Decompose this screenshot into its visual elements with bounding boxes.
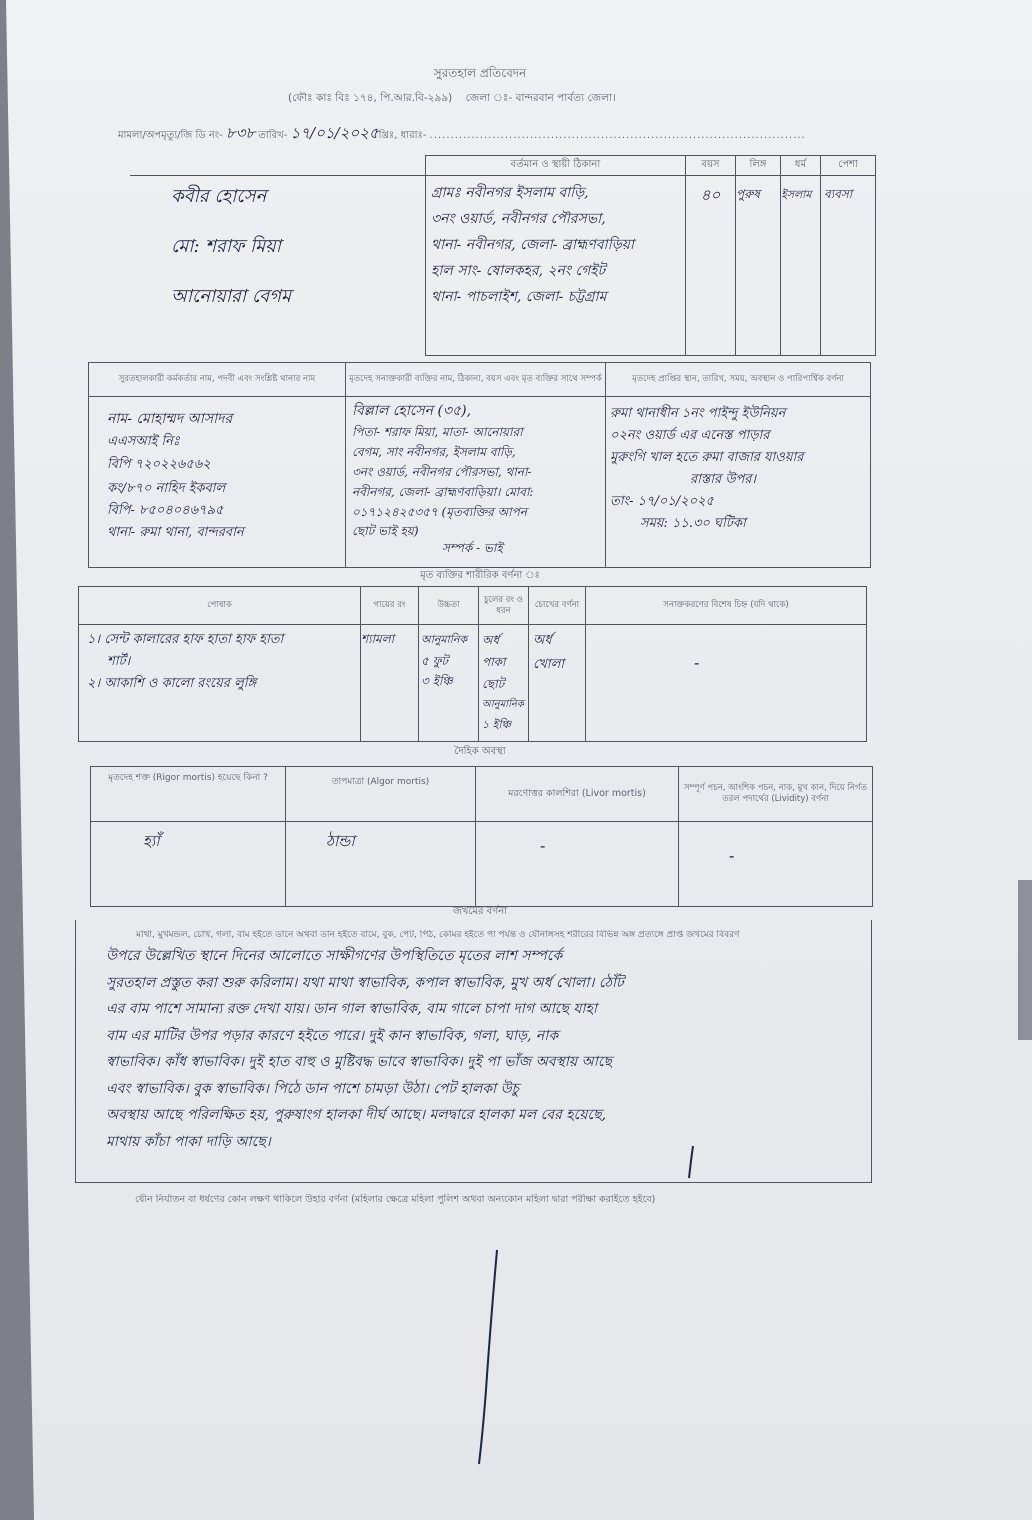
dress-line: ১। সেন্ট কালারের হাফ হাতা হাফ হাতা <box>87 632 284 647</box>
address-line: ৩নং ওয়ার্ড, নবীনগর পৌরসভা, <box>431 211 606 227</box>
age-header: বয়স <box>686 156 736 176</box>
dress-header: পোষাক <box>79 587 361 625</box>
officer-line: বিপি ৭২০২২৬৫৬২ <box>107 457 211 472</box>
address-header: বর্তমান ও স্থায়ী ঠিকানা <box>426 156 686 176</box>
officer-line: এএসআই নিঃ <box>107 434 180 449</box>
officer-line: নাম- মোহাম্মদ আসাদর <box>107 411 233 427</box>
algor-value: ঠান্ডা <box>326 832 355 850</box>
officer-line: বিপি- ৮৫০৪০৪৬৭৯৫ <box>107 503 224 518</box>
hair-line: আনুমানিক <box>482 699 524 710</box>
hair-line: পাকা <box>482 655 506 669</box>
eyes-header: চোখের বর্ণনা <box>529 587 586 625</box>
complexion-value: শ্যামলা <box>361 632 395 646</box>
algor-header: তাপমাত্রা (Algor mortis) <box>286 767 476 822</box>
occupation-header: পেশা <box>821 156 876 176</box>
complexion-header: গায়ের রং <box>361 587 419 625</box>
religion-value: ইসলাম <box>781 188 812 201</box>
identifier-header: মৃতদেহ সনাক্তকারী ব্যক্তির নাম, ঠিকানা, বয়স এবং মৃত ব্যক্তির সাথে সম্পর্ক <box>346 363 606 397</box>
address-line: থানা- নবীনগর, জেলা- ব্রাহ্মণবাড়িয়া <box>431 237 634 253</box>
found-date: তাং- ১৭/০১/২০২৫ <box>610 494 714 509</box>
lividity-header: সম্পূর্ণ পচন, আংশিক পচন, নাক, মুখ কান, দিয়ে নির্গত তরল পদার্থের (Lividity) বর্ণনা <box>679 767 873 822</box>
injury-line: এবং স্বাভাবিক। বুক স্বাভাবিক। পিঠে ডান পাশে চামড়া উঠা। পেট হালকা উচু <box>106 1080 520 1097</box>
eyes-line: অর্ধ <box>533 633 552 648</box>
case-line: মামলা/অপমৃত্যু/জি ডি নং- ৮৩৮ তারিখ- ১৭/০১/২০২৫খ্রিঃ, ধারাঃ- .......................................................................................... <box>118 124 806 142</box>
found-time: সময়: ১১.৩০ ঘটিকা <box>640 516 746 531</box>
injury-instruction: মাথা, মুখমন্ডল, চোখ, গলা, বাম হইতে ডানে অথবা ডান হইতে বামে, বুক, পেট, পিঠ, কোমর হইতে পা পর্যন্ত ও যৌনাঙ্গসহ শরীরের বিভিন্ন অঙ্গ প্রত্যঙ্গে প্রাপ্ত জখমের বিবরণ <box>136 930 740 940</box>
injury-line: বাম এর মাটির উপর পড়ার কারণে হইতে পারে। দুই কান স্বাভাবিক, গলা, ঘাড়, নাক <box>106 1027 559 1044</box>
location-line: মুরুংগি খাল হতে রুমা বাজার যাওয়ার <box>610 450 804 465</box>
rigor-value: হ্যাঁ <box>143 832 160 850</box>
document-title: সুরতহাল প্রতিবেদন <box>433 66 527 80</box>
officer-header: সুরতহালকারী কর্মকর্তার নাম, পদবী এবং সংশ্লিষ্ট থানার নাম <box>89 363 346 397</box>
rigor-header: মৃতদেহ শক্ত (Rigor mortis) হয়েছে কিনা ? <box>91 767 286 822</box>
injury-section-label: জখমের বর্ণনা <box>452 906 508 917</box>
sex-header: লিঙ্গ <box>736 156 781 176</box>
identifier-line: নবীনগর, জেলা- ব্রাহ্মণবাড়িয়া। মোবা: <box>352 485 534 499</box>
physical-section-label: মৃত ব্যক্তির শারীরিক বর্ণনা ঃ <box>420 570 540 581</box>
officer-line: থানা- রুমা থানা, বান্দরবান <box>107 525 244 540</box>
marks-header: সনাক্তকরণের বিশেষ চিহ্ন (যদি থাকে) <box>586 587 867 625</box>
eyes-line: খোলা <box>533 657 565 672</box>
case-date: ১৭/০১/২০২৫ <box>290 124 379 142</box>
hair-header: চুলের রং ও ধরন <box>479 587 529 625</box>
injury-line: অবস্থায় আছে পরিলক্ষিত হয়, পুরুষাংগ হালকা দীর্ঘ আছে। মলদ্বারে হালকা মল বের হয়েছে, <box>106 1107 607 1124</box>
pen-strike-line <box>479 1250 497 1464</box>
location-line: ০২নং ওয়ার্ড এর এনেস্ত পাড়ার <box>610 428 770 443</box>
reference-code: (ফৌঃ কাঃ বিঃ ১৭৪, পি.আর.বি-২৯৯) <box>288 92 453 104</box>
marks-value: - <box>694 653 700 672</box>
injury-line: সুরতহাল প্রস্তুত করা শুরু করিলাম। যথা মাথা স্বাভাবিক, কপাল স্বাভাবিক, মুখ অর্ধ খোলা। ঠোঁট <box>106 974 624 991</box>
livor-header: মরণোত্তর কালশিরা (Livor mortis) <box>476 767 679 822</box>
officer-line: কং/৮৭০ নাহিদ ইকবাল <box>107 481 226 496</box>
height-header: উচ্চতা <box>419 587 479 625</box>
dress-line: শার্ট। <box>107 654 131 669</box>
case-label: মামলা/অপমৃত্যু/জি ডি নং- <box>118 130 223 141</box>
identifier-line: পিতা- শরাফ মিয়া, মাতা- আনোয়ারা <box>352 425 523 439</box>
identifier-line: বিল্লাল হোসেন (৩৫), <box>352 403 472 419</box>
condition-section-label: দৈহিক অবস্থা <box>454 746 506 757</box>
address-line: হাল সাং- ষোলকহর, ২নং গেইট <box>431 263 606 279</box>
deceased-name: কবীর হোসেন <box>171 186 267 207</box>
district-label: জেলা ঃ- বান্দরবান পার্বত্য জেলা। <box>465 92 616 104</box>
height-line: আনুমানিক <box>421 633 468 646</box>
identifier-line: ছোট ভাই হয়) <box>352 524 419 538</box>
injury-line: মাথায় কাঁচা পাকা দাড়ি আছে। <box>106 1133 271 1150</box>
address-line: থানা- পাচলাইশ, জেলা- চট্টগ্রাম <box>431 289 607 305</box>
date-label: তারিখ- <box>258 130 288 141</box>
pen-tick-mark <box>689 1146 693 1178</box>
location-line: রুমা থানাধীন ১নং পাইন্দু ইউনিয়ন <box>610 406 786 421</box>
hair-line: অর্ধ <box>482 633 500 647</box>
hair-line: ১ ইঞ্চি <box>482 718 512 731</box>
age-value: ৪০ <box>700 186 721 204</box>
injury-line: স্বাভাবিক। কাঁধ স্বাভাবিক। দুই হাত বাহু ও মুষ্টিবদ্ধ ভাবে স্বাভাবিক। দুই পা ভাঁজ অবস্থায় আছে <box>106 1054 612 1071</box>
sexual-assault-note: যৌন নির্যাতন বা ধর্ষণের কোন লক্ষণ থাকিলে উহার বর্ণনা (মহিলার ক্ষেত্রে মহিলা পুলিশ অথবা অন্যকোন মহিলা দ্বারা পরীক্ষা করাইতে হইবে) <box>135 1194 656 1205</box>
address-line: গ্রামঃ নবীনগর ইসলাম বাড়ি, <box>431 185 589 201</box>
occupation-value: ব্যবসা <box>824 187 853 201</box>
mother-name: আনোয়ারা বেগম <box>171 286 291 307</box>
identifier-line: বেগম, সাং নবীনগর, ইসলাম বাড়ি, <box>352 445 516 459</box>
case-number: ৮৩৮ <box>225 124 256 142</box>
injury-line: উপরে উল্লেখিত স্থানে দিনের আলোতে সাক্ষীগণের উপস্থিতিতে মৃতের লাশ সম্পর্কে <box>106 948 563 965</box>
identifier-line: ০১৭১২৪২৫৩৫৭ (মৃতব্যক্তির আপন <box>352 505 527 519</box>
height-line: ৩ ইঞ্চি <box>421 674 453 688</box>
injury-line: এর বাম পাশে সামান্য রক্ত দেখা যায়। ডান গাল স্বাভাবিক, বাম গালে চাপা দাগ আছে যাহা <box>106 1001 597 1018</box>
height-line: ৫ ফুট <box>421 654 448 668</box>
location-header: মৃতদেহ প্রাপ্তির স্থান, তারিখ, সময়, অবস্থান ও পারিপার্শ্বিক বর্ণনা <box>606 363 871 397</box>
sex-value: পুরুষ <box>736 187 760 201</box>
identifier-line: ৩নং ওয়ার্ড, নবীনগর পৌরসভা, থানা- <box>352 465 532 479</box>
relationship-line: সম্পর্ক - ভাই <box>442 541 503 555</box>
father-name: মো: শরাফ মিয়া <box>171 236 281 257</box>
religion-header: ধর্ম <box>781 156 821 176</box>
dress-line: ২। আকাশি ও কালো রংয়ের লুঙ্গি <box>87 676 257 691</box>
date-suffix: খ্রিঃ, ধারাঃ- <box>378 130 427 141</box>
lividity-value: - <box>729 846 735 865</box>
hair-line: ছোট <box>482 677 505 691</box>
location-line: রাস্তার উপর। <box>690 472 757 487</box>
livor-value: - <box>540 836 546 855</box>
